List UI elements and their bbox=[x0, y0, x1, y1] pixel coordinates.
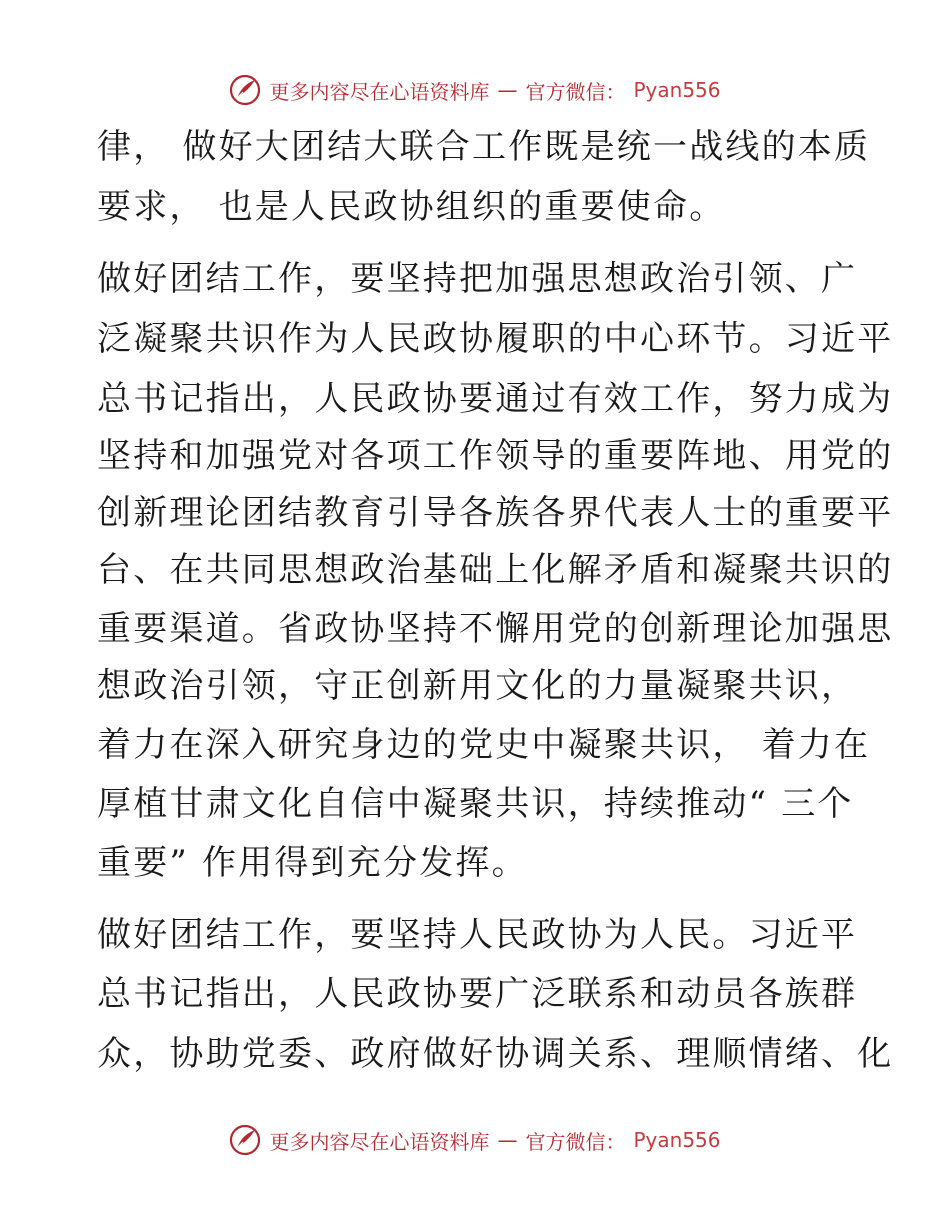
watermark-wechat-label: 官方微信： bbox=[525, 79, 626, 104]
watermark-separator: — bbox=[497, 78, 518, 102]
text-line: 厚植甘肃文化自信中凝聚共识，持续推动“ 三个 bbox=[97, 784, 854, 824]
text-line: 律， 做好大团结大联合工作既是统一战线的本质 bbox=[97, 127, 871, 167]
text-line: 总书记指出，人民政协要通过有效工作，努力成为 bbox=[97, 379, 894, 419]
text-line: 泛凝聚共识作为人民政协履职的中心环节。习近平 bbox=[97, 319, 894, 359]
text-line: 做好团结工作，要坚持把加强思想政治引领、广 bbox=[97, 259, 858, 299]
watermark-banner-top bbox=[0, 70, 950, 110]
text-line: 重要” 作用得到充分发挥。 bbox=[97, 843, 528, 883]
watermark-wechat-label: 官方微信： bbox=[525, 1129, 626, 1154]
watermark-brand-text: 更多内容尽在心语资料库 bbox=[269, 1129, 490, 1154]
text-line: 坚持和加强党对各项工作领导的重要阵地、用党的 bbox=[97, 436, 894, 476]
watermark-wechat-id: Pyan556 bbox=[633, 1128, 721, 1152]
text-line: 着力在深入研究身边的党史中凝聚共识， 着力在 bbox=[97, 725, 871, 765]
text-line: 创新理论团结教育引导各族各界代表人士的重要平 bbox=[97, 493, 894, 533]
text-line: 做好团结工作，要坚持人民政协为人民。习近平 bbox=[97, 915, 858, 955]
watermark-wechat-id: Pyan556 bbox=[633, 78, 721, 102]
text-line: 重要渠道。省政协坚持不懈用党的创新理论加强思 bbox=[97, 609, 894, 649]
watermark-separator: — bbox=[497, 1128, 518, 1152]
text-line: 众，协助党委、政府做好协调关系、理顺情绪、化 bbox=[97, 1034, 894, 1074]
quill-logo-icon bbox=[229, 74, 261, 106]
watermark-brand-text: 更多内容尽在心语资料库 bbox=[269, 79, 490, 104]
watermark-banner-bottom bbox=[0, 1120, 950, 1160]
text-line: 想政治引领，守正创新用文化的力量凝聚共识， bbox=[97, 666, 858, 706]
quill-logo-icon bbox=[229, 1124, 261, 1156]
text-line: 要求， 也是人民政协组织的重要使命。 bbox=[97, 187, 726, 227]
text-line: 总书记指出，人民政协要广泛联系和动员各族群 bbox=[97, 974, 858, 1014]
text-line: 台、在共同思想政治基础上化解矛盾和凝聚共识的 bbox=[97, 550, 894, 590]
